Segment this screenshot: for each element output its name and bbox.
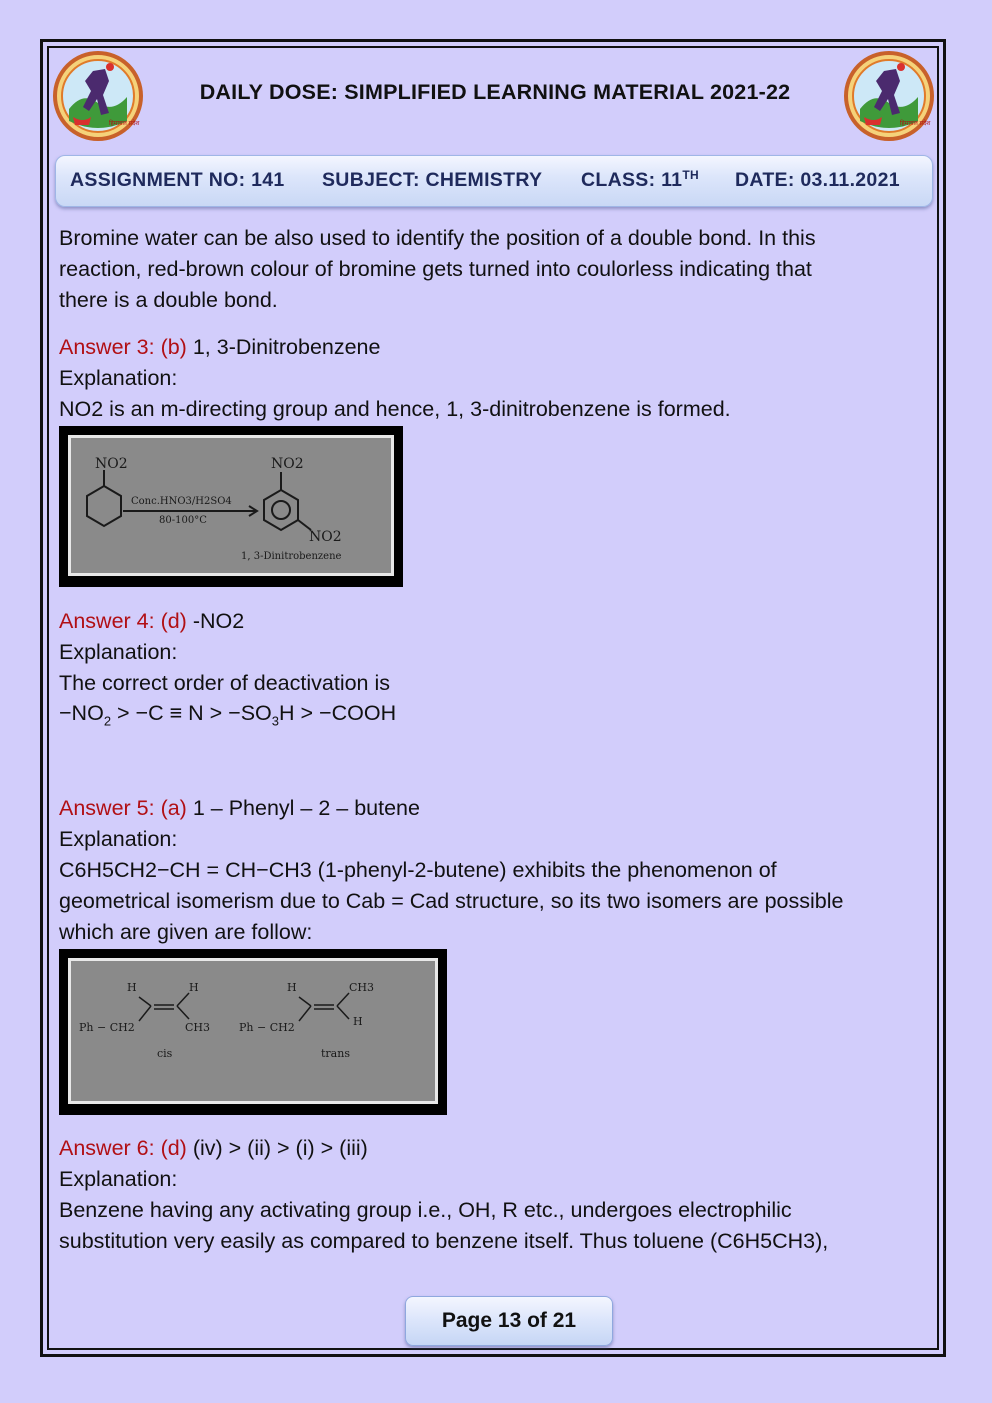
intro-line-2: reaction, red-brown colour of bromine gets turned into coulorless indicating that	[59, 257, 812, 281]
trans-phch2: Ph − CH2	[239, 1021, 295, 1034]
answer-4-explanation: The correct order of deactivation is	[59, 671, 391, 695]
answer-3-value: 1, 3-Dinitrobenzene	[186, 335, 381, 359]
class-superscript: TH	[682, 168, 699, 182]
answer-6-explanation-label: Explanation:	[59, 1167, 178, 1191]
answer-4-label: Answer 4: (d)	[59, 609, 187, 633]
answer-6-explanation-line-2: substitution very easily as compared to benzene itself. Thus toluene (C6H5CH3),	[59, 1229, 829, 1253]
cis-phch2: Ph − CH2	[79, 1021, 135, 1034]
answer-3-explanation: NO2 is an m-directing group and hence, 1, 3-dinitrobenzene is formed.	[59, 397, 731, 421]
answer-3-heading	[59, 335, 380, 360]
cis-label: cis	[157, 1047, 173, 1060]
isomer-figure	[59, 949, 447, 1115]
product-name: 1, 3-Dinitrobenzene	[241, 551, 342, 562]
intro-line-1: Bromine water can be also used to identify the position of a double bond. In this	[59, 226, 816, 250]
answer-6-label: Answer 6: (d)	[59, 1136, 187, 1160]
page-number: Page 13 of 21	[405, 1296, 613, 1346]
answer-5-explanation-line-1: C6H5CH2−CH = CH−CH3 (1-phenyl-2-butene) exhibits the phenomenon of	[59, 858, 777, 882]
deactivation-order: $-NO_2 > -C \equiv N > -SO_3H$ > −COOH	[59, 701, 397, 729]
answer-6-heading	[59, 1136, 368, 1161]
assignment-number: ASSIGNMENT NO: 141	[70, 169, 285, 191]
document-title: DAILY DOSE: SIMPLIFIED LEARNING MATERIAL 2021-22	[199, 80, 791, 104]
answer-5-value: 1 – Phenyl – 2 – butene	[186, 796, 420, 820]
reactant-group: NO2	[95, 456, 128, 472]
trans-ch3: CH3	[349, 981, 375, 994]
class-info	[581, 169, 699, 192]
nitration-reaction-figure	[59, 426, 403, 587]
conditions: 80-100°C	[159, 515, 207, 526]
date: DATE: 03.11.2021	[735, 169, 900, 191]
answer-5-explanation-label: Explanation:	[59, 827, 178, 851]
subject: SUBJECT: CHEMISTRY	[322, 169, 543, 191]
answer-4-heading	[59, 609, 244, 634]
answer-6-value: (iv) > (ii) > (i) > (iii)	[186, 1136, 368, 1160]
answer-4-value: -NO2	[186, 609, 245, 633]
cis-ch3: CH3	[185, 1021, 211, 1034]
product-group-top: NO2	[271, 456, 304, 472]
answer-5-label: Answer 5: (a)	[59, 796, 187, 820]
cis-h-right: H	[189, 981, 199, 994]
intro-line-3: there is a double bond.	[59, 288, 278, 312]
school-logo-left	[53, 51, 143, 141]
trans-h-right: H	[353, 1015, 363, 1028]
answer-4-explanation-label: Explanation:	[59, 640, 178, 664]
product-group-side: NO2	[309, 529, 342, 545]
logo-text: हिमाचल प्रदेश	[109, 120, 140, 127]
trans-h-left: H	[287, 981, 297, 994]
answer-5-heading	[59, 796, 420, 821]
trans-label: trans	[321, 1047, 350, 1060]
answer-5-explanation-line-3: which are given are follow:	[59, 920, 313, 944]
cis-h-left: H	[127, 981, 137, 994]
nitration-reaction-diagram	[71, 438, 391, 573]
isomer-diagram	[71, 961, 435, 1101]
assignment-info-bar	[55, 155, 933, 207]
reagent: Conc.HNO3/H2SO4	[131, 496, 232, 507]
school-logo-right	[844, 51, 934, 141]
answer-5-explanation-line-2: geometrical isomerism due to Cab = Cad structure, so its two isomers are possible	[59, 889, 844, 913]
answer-3-label: Answer 3: (b)	[59, 335, 187, 359]
answer-6-explanation-line-1: Benzene having any activating group i.e., OH, R etc., undergoes electrophilic	[59, 1198, 792, 1222]
logo-text: हिमाचल प्रदेश	[900, 120, 931, 127]
answer-3-explanation-label: Explanation:	[59, 366, 178, 390]
class-label: CLASS: 11	[581, 169, 683, 191]
